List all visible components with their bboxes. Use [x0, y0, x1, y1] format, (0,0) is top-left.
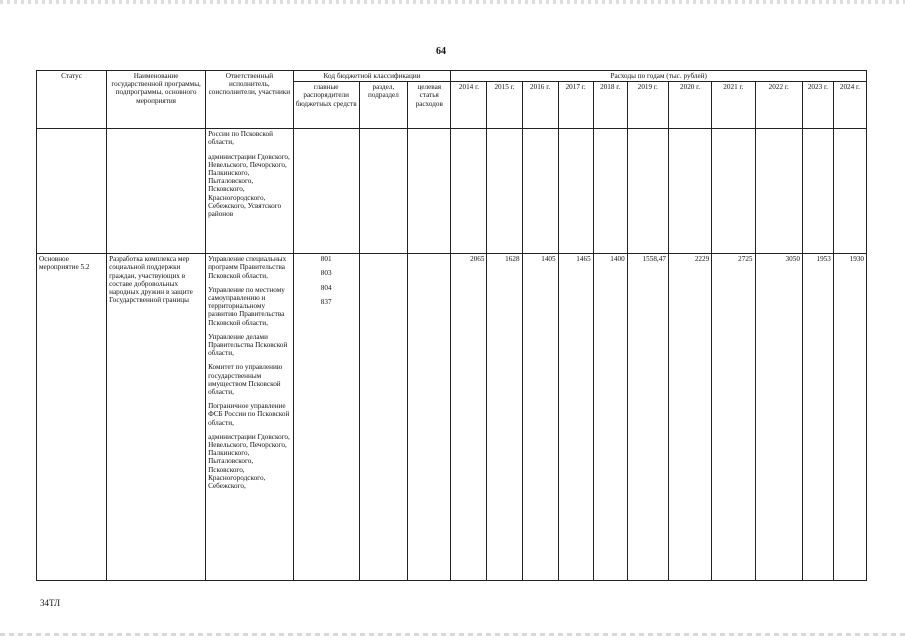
cont-value-cell — [558, 129, 593, 254]
row-value: 2725 — [712, 254, 755, 581]
header-section: раздел, подраздел — [359, 82, 407, 129]
cont-responsible-cell — [206, 129, 294, 254]
responsible-item: Управление делами Правительства Псковской области, — [208, 332, 288, 358]
row-section — [359, 254, 407, 581]
row-value: 3050 — [755, 254, 802, 581]
row-status: Основное мероприятие 5.2 — [37, 254, 107, 581]
header-budget-code: Код бюджетной классификации — [293, 71, 451, 82]
row-value: 1930 — [833, 254, 866, 581]
header-expenses: Расходы по годам (тыс. рублей) — [451, 71, 867, 82]
row-value: 1405 — [522, 254, 558, 581]
responsible-item: Комитет по управлению государственным имуществом Псковской области, — [208, 363, 283, 397]
cont-value-cell — [522, 129, 558, 254]
budget-table — [36, 70, 867, 581]
cont-status-cell — [37, 129, 107, 254]
header-year: 2023 г. — [802, 82, 833, 129]
row-responsible — [206, 254, 294, 581]
cont-value-cell — [833, 129, 866, 254]
cont-section-cell — [359, 129, 407, 254]
cont-value-cell — [755, 129, 802, 254]
responsible-item: Управление специальных программ Правительства Псковской области, — [208, 255, 287, 280]
header-year: 2024 г. — [833, 82, 866, 129]
page-number: 64 — [436, 46, 446, 57]
row-main-manager-codes — [293, 254, 359, 581]
row-target-article — [408, 254, 451, 581]
header-year: 2021 г. — [712, 82, 755, 129]
table-row — [37, 254, 867, 581]
cont-value-cell — [802, 129, 833, 254]
header-year: 2020 г. — [668, 82, 711, 129]
header-main-managers: главные распорядители бюджетных средств — [293, 82, 359, 129]
cont-article-cell — [408, 129, 451, 254]
header-year: 2014 г. — [451, 82, 487, 129]
cont-name-cell — [107, 129, 206, 254]
header-status: Статус — [37, 71, 107, 129]
row-value: 1628 — [487, 254, 522, 581]
header-year: 2016 г. — [522, 82, 558, 129]
header-year: 2022 г. — [755, 82, 802, 129]
row-value: 1558,47 — [627, 254, 668, 581]
row-value: 1465 — [558, 254, 593, 581]
row-name: Разработка комплекса мер социальной поддержки граждан, участвующих в составе добровольных народных дружин в защите Государственной границы — [107, 254, 206, 581]
header-row-1 — [37, 71, 867, 82]
cont-value-cell — [712, 129, 755, 254]
cont-value-cell — [451, 129, 487, 254]
row-value: 1953 — [802, 254, 833, 581]
row-value: 2229 — [668, 254, 711, 581]
footer-code: 34ТЛ — [40, 598, 61, 608]
cont-value-cell — [668, 129, 711, 254]
header-year: 2019 г. — [627, 82, 668, 129]
cont-value-cell — [487, 129, 522, 254]
continuation-row — [37, 129, 867, 254]
cont-value-cell — [593, 129, 627, 254]
manager-code: 803 — [320, 269, 332, 278]
responsible-item: администрации Гдовского, Невельского, Печорского, Палкинского, Пыталовского, Псковского, Красногородского, Себежского, — [208, 432, 290, 491]
cont-code-cell — [293, 129, 359, 254]
responsible-item: Управление по местному самоуправлению и территориальному развитию Правительства Псковской области, — [208, 285, 285, 327]
row-value: 2065 — [451, 254, 487, 581]
header-year: 2018 г. — [593, 82, 627, 129]
manager-code: 801 — [320, 255, 332, 264]
header-target-article: целевая статья расходов — [408, 82, 451, 129]
header-year: 2017 г. — [558, 82, 593, 129]
scan-edge-top — [0, 0, 905, 4]
row-value: 1400 — [593, 254, 627, 581]
responsible-item: администрации Гдовского, Невельского, Печорского, Палкинского, Пыталовского, Псковского, Красногородского, Себежского, Усвятского районов — [208, 152, 290, 219]
cont-value-cell — [627, 129, 668, 254]
responsible-item: России по Псковской области, — [208, 130, 273, 147]
manager-code: 804 — [320, 283, 332, 292]
header-year: 2015 г. — [487, 82, 522, 129]
header-name: Наименование государственной программы, подпрограммы, основного мероприятия — [107, 71, 206, 129]
responsible-item: Пограничное управление ФСБ России по Псковской области, — [208, 402, 290, 427]
manager-code: 837 — [320, 297, 332, 306]
scan-edge-bottom — [0, 633, 905, 636]
header-responsible: Ответственный исполнитель, соисполнители, участники — [206, 71, 294, 129]
